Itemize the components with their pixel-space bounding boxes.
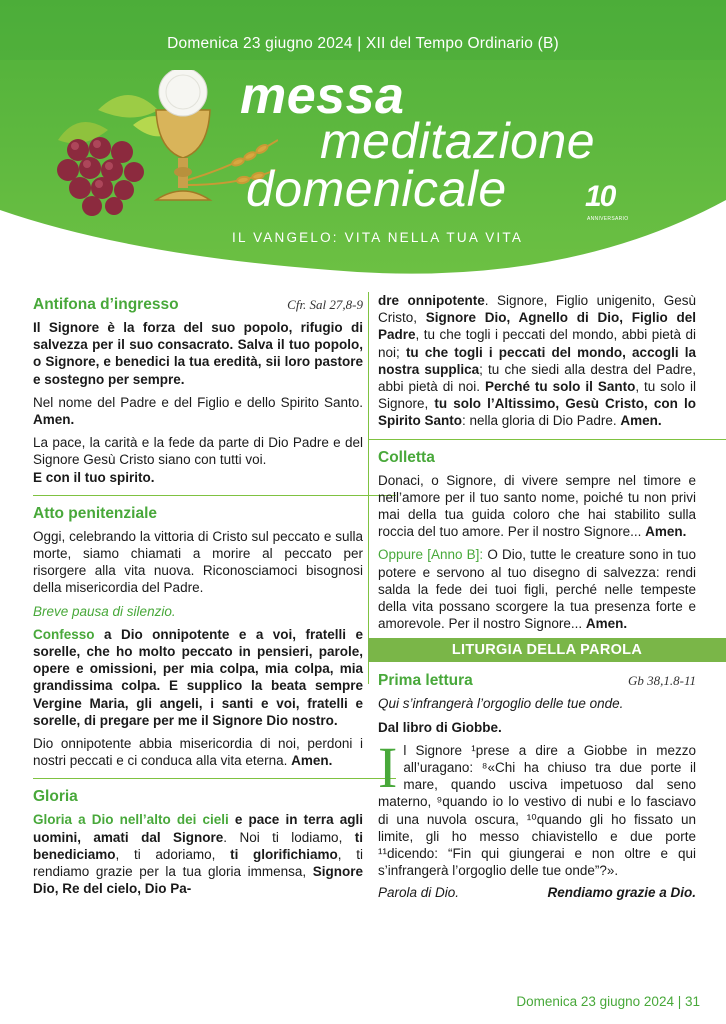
amen: Amen. xyxy=(645,524,687,540)
atto-heading xyxy=(33,505,363,523)
gloria-cont-8: , tu solo il Signore, xyxy=(378,379,696,412)
anniversary-label: ANNIVERSARIO xyxy=(587,216,629,222)
title-messa: messa xyxy=(240,67,405,125)
colletta-alt-text: O Dio, tutte le creature sono in tuo potere e servono al tuo disegno di salvezza: rendi salda la fede dei tuoi figli, perché nelle tempeste della vita possano scorgere la tua presenza forte e amorevole. Per il nostro Signore... xyxy=(378,547,696,632)
gloria-line-6: ti glorifichiamo xyxy=(230,846,338,862)
gloria-cont-6: ; tu che siedi alla destra del Padre, abbi pietà di noi. xyxy=(378,361,696,395)
response: Rendiamo grazie a Dio. xyxy=(547,885,696,901)
atto-intro: Oggi, celebrando la vittoria di Cristo sul peccato e sulla morte, siamo chiamati a morire al peccato per risorgere alla vita nuova. Riconosciamoci bisognosi della misericordia del Padre. xyxy=(33,528,363,596)
antifona-heading xyxy=(33,296,363,314)
section-divider xyxy=(368,439,726,440)
confesso-prayer xyxy=(33,626,363,729)
confesso-text: a Dio onnipotente e a voi, fratelli e sorelle, che ho molto peccato in pensieri, parole, opere e omissioni, per mia colpa, mia colpa, mia grandissima colpa. E supplico la beata sempre Vergine Maria, gli angeli, i santi e voi, fratelli e sorelle, di pregare per me il Signore Dio nostro. xyxy=(33,626,363,728)
gloria-cont-5: tu che togli i peccati del mondo, accogli la nostra supplica xyxy=(378,344,696,377)
column-divider xyxy=(368,292,369,684)
prima-lettura-reference: Gb 38,1.8-11 xyxy=(627,673,696,689)
gloria-heading xyxy=(33,788,363,806)
reading-text xyxy=(378,734,696,880)
liturgia-parola-banner: LITURGIA DELLA PAROLA xyxy=(368,638,726,662)
colletta-prayer xyxy=(378,472,696,541)
gloria-cont-4: , tu che togli i peccati del mondo, abbi pietà di noi; xyxy=(378,327,696,360)
greeting-response: E con il tuo spirito. xyxy=(33,469,155,485)
section-divider xyxy=(33,778,396,779)
gloria-line-4: ti benediciamo xyxy=(33,829,363,862)
confesso-word: Confesso xyxy=(33,626,95,642)
section-divider xyxy=(33,495,396,496)
title-meditazione: meditazione xyxy=(320,113,596,169)
atto-title: Atto penitenziale xyxy=(33,504,158,522)
gloria-cont-7: Perché tu solo il Santo xyxy=(484,379,636,395)
gloria-line-5: , ti adoriamo, xyxy=(115,846,231,862)
gloria-cont-1: dre onnipotente xyxy=(378,293,485,308)
reading-conclusion xyxy=(378,885,696,900)
gloria-title: Gloria xyxy=(33,788,78,806)
gloria-cont-2: . Signore, Figlio unigenito, Gesù Cristo, xyxy=(378,293,696,326)
gloria-line-8: Signore Dio, Re del cielo, Dio Pa- xyxy=(33,864,363,897)
amen: Amen. xyxy=(585,616,628,632)
page-footer: Domenica 23 giugno 2024 | 31 xyxy=(516,994,700,1009)
sign-of-cross xyxy=(33,394,363,428)
gloria-text xyxy=(33,811,363,897)
reading-body: l Signore ¹prese a dire a Giobbe in mezzo all’uragano: ⁸«Chi ha chiuso tra due porte il mare, quando usciva impetuoso dal seno materno, ⁹quando io lo vestivo di nubi e lo fasciavo di una nuvola oscura, ¹⁰quando gli ho fissato un limite, gli ho messo chiavistello e due porte ¹¹dicendo: “Fin qui giungerai e non oltre e qui s’infrangerà l’orgoglio delle tue onde”?». xyxy=(378,742,696,879)
sign-of-cross-text: Nel nome del Padre e del Figlio e dello Spirito Santo. xyxy=(33,394,363,410)
reading-source: Dal libro di Giobbe. xyxy=(378,719,502,735)
antifona-reference: Cfr. Sal 27,8-9 xyxy=(287,297,363,312)
amen: Amen. xyxy=(620,413,662,429)
tagline: IL VANGELO: VITA NELLA TUA VITA xyxy=(232,230,524,245)
title-domenicale: domenicale xyxy=(246,161,507,217)
gloria-line-2: e pace in terra agli uomini, amati dal Signore xyxy=(33,812,363,845)
greeting-text: La pace, la carità e la fede da parte di Dio Padre e del Signore Gesù Cristo siano con tutti voi. xyxy=(33,435,363,468)
drop-cap: I xyxy=(378,734,398,800)
antifona-text: Il Signore è la forza del suo popolo, rifugio di salvezza per il suo consacrato. Salva il tuo popolo, o Signore, e benedici la tua eredità, sii loro pastore e sostegno per sempre. xyxy=(33,320,363,387)
gloria-line-7: , ti rendiamo grazie per la tua gloria immensa, xyxy=(33,846,363,880)
gloria-cont-9: tu solo l’Altissimo, Gesù Cristo, con lo Spirito Santo xyxy=(378,396,696,429)
gloria-continued xyxy=(378,292,696,430)
reading-incipit: Qui s’infrangerà l’orgoglio delle tue onde. xyxy=(378,696,624,712)
silence-pause: Breve pausa di silenzio. xyxy=(33,603,176,619)
colletta-alt-prayer xyxy=(378,546,696,632)
absolution xyxy=(33,735,363,769)
gloria-line-1: Gloria a Dio nell’alto dei cieli xyxy=(33,812,229,828)
anniversary-number: 10 xyxy=(585,180,615,213)
gloria-cont-10: : nella gloria di Dio Padre. xyxy=(462,413,621,429)
gloria-line-3: . Noi ti lodiamo, xyxy=(223,829,355,845)
gloria-cont-3: Signore Dio, Agnello di Dio, Figlio del Padre xyxy=(378,310,696,343)
oppure-label: Oppure [Anno B]: xyxy=(378,547,484,563)
prima-lettura-title: Prima lettura xyxy=(378,672,473,690)
header-banner xyxy=(0,0,726,280)
amen: Amen. xyxy=(33,412,75,428)
parola-di-dio: Parola di Dio. xyxy=(378,885,460,901)
right-column xyxy=(378,292,696,900)
absolution-text: Dio onnipotente abbia misericordia di noi, perdoni i nostri peccati e ci conduca alla vita eterna. xyxy=(33,736,363,769)
antifona-title: Antifona d’ingresso xyxy=(33,296,179,313)
left-column xyxy=(33,296,363,903)
greeting xyxy=(33,434,363,486)
colletta-text: Donaci, o Signore, di vivere sempre nel timore e nell’amore per il tuo santo nome, poiché tu non privi mai della tua guida coloro che hai stabilito sulla roccia del tuo amore. Per il nostro Signore... xyxy=(378,472,696,540)
issue-date-line: Domenica 23 giugno 2024 | XII del Tempo Ordinario (B) xyxy=(167,35,559,52)
colletta-title: Colletta xyxy=(378,448,435,466)
amen: Amen. xyxy=(291,753,333,769)
prima-lettura-heading xyxy=(378,672,696,690)
anniversary-badge xyxy=(585,180,641,232)
colletta-heading xyxy=(378,449,696,467)
